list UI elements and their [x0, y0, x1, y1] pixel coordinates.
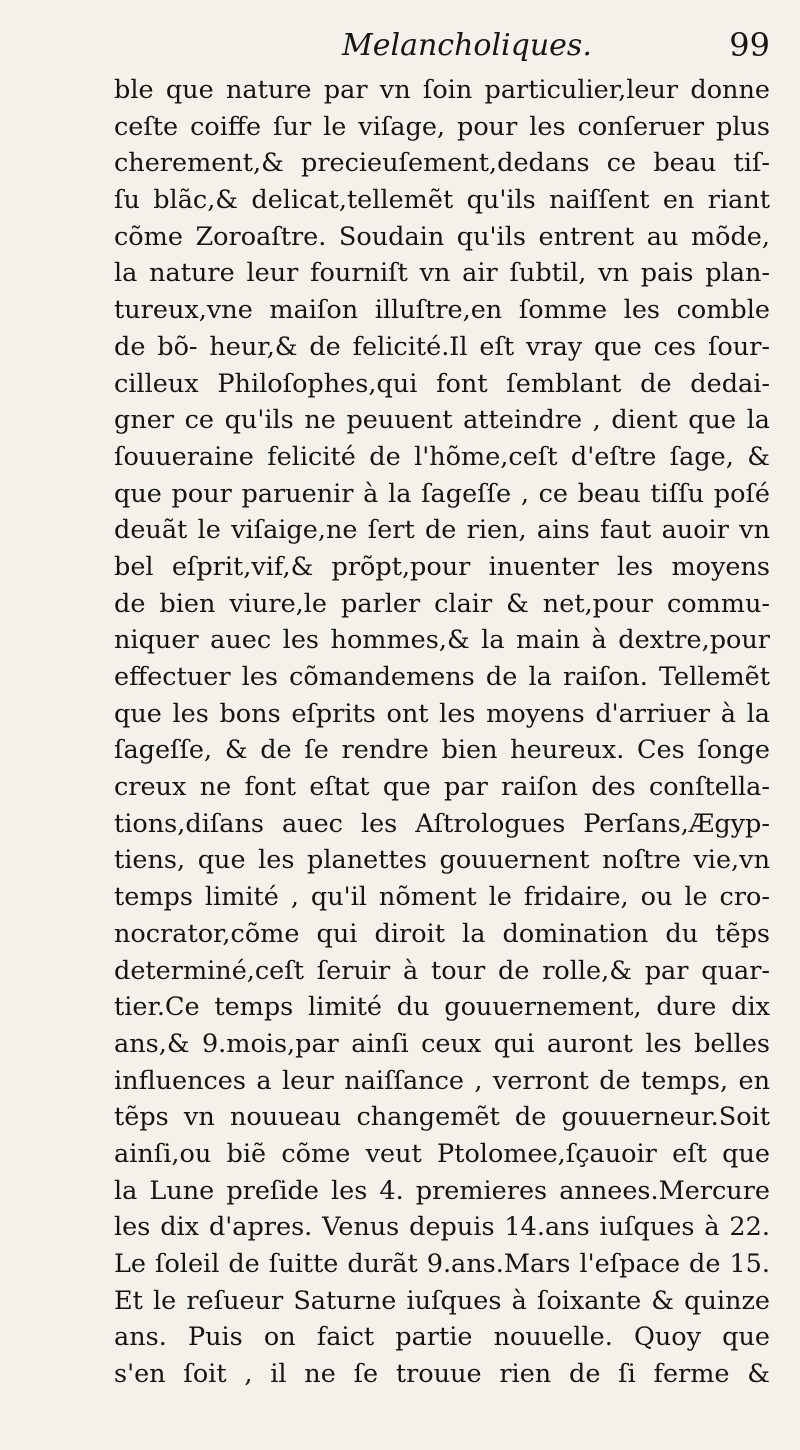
text-line: ans. Puis on faict partie nouuelle. Quoy que [114, 1322, 770, 1353]
text-line: la Lune preſide les 4. premieres annees.Mercure [114, 1175, 770, 1206]
text-line: influences a leur naiſſance , verront de temps, en [114, 1065, 770, 1096]
body-text [114, 72, 770, 1393]
text-line: ans,& 9.mois,par ainſi ceux qui auront les belles [114, 1028, 770, 1059]
text-line: nocrator,cõme qui diroit la domination du tẽps [114, 918, 770, 949]
text-line: Le ſoleil de ſuitte durãt 9.ans.Mars l'eſpace de 15. [114, 1249, 770, 1279]
text-line: determiné,ceſt ſeruir à tour de rolle,& par quar- [114, 955, 770, 986]
text-line: tions,diſans auec les Aſtrologues Perſans,Ægyp- [114, 808, 770, 839]
text-line: tẽps vn nouueau changemẽt de gouuerneur.Soit [114, 1102, 770, 1133]
text-line: tureux,vne maiſon illuſtre,en ſomme les comble [114, 295, 770, 326]
text-line: s'en ſoit , il ne ſe trouue rien de ſi ferme & [114, 1359, 770, 1390]
text-line: de bien viure,le parler clair & net,pour commu- [114, 588, 770, 619]
page-number: 99 [729, 26, 770, 64]
running-title: Melancholiques. [342, 28, 592, 63]
text-line: ainſi,ou biẽ cõme veut Ptolomee,ſçauoir eſt que [114, 1138, 770, 1169]
text-line: de bõ- heur,& de felicité.Il eſt vray que ces ſour- [114, 331, 770, 362]
text-line: bel eſprit,vif,& prõpt,pour inuenter les moyens [114, 551, 770, 582]
text-line: deuãt le viſaige,ne ſert de rien, ains faut auoir vn [114, 515, 770, 546]
text-line: ſu blãc,& delicat,tellemẽt qu'ils naiſſent en riant [114, 185, 770, 216]
text-line: ble que nature par vn ſoin particulier,leur donne [114, 75, 770, 105]
text-line: gner ce qu'ils ne peuuent atteindre , dient que la [114, 405, 770, 436]
text-line: effectuer les cõmandemens de la raiſon. Tellemẽt [114, 662, 770, 692]
text-line: tiens, que les planettes gouuernent noſtre vie,vn [114, 845, 770, 876]
text-line: la nature leur fourniſt vn air ſubtil, vn pais plan- [114, 258, 770, 289]
text-line: niquer auec les hommes,& la main à dextre,pour [114, 625, 770, 656]
text-line: cõme Zoroaſtre. Soudain qu'ils entrent au mõde, [114, 221, 770, 252]
text-line: tier.Ce temps limité du gouuernement, dure dix [114, 992, 770, 1023]
text-line: que pour paruenir à la ſageſſe , ce beau tiſſu poſé [114, 478, 770, 509]
text-line: Et le reſueur Saturne iuſques à ſoixante & quinze [114, 1285, 770, 1316]
text-line: cilleux Philoſophes,qui font ſemblant de dedai- [114, 368, 770, 399]
text-line: que les bons eſprits ont les moyens d'arriuer à la [114, 698, 770, 729]
text-line: ſouueraine felicité de l'hõme,ceſt d'eſtre ſage, & [114, 441, 770, 472]
text-line: les dix d'apres. Venus depuis 14.ans iuſques à 22. [114, 1212, 770, 1243]
running-head [110, 24, 770, 72]
text-line: ſageſſe, & de ſe rendre bien heureux. Ces ſonge [114, 735, 770, 766]
text-line: creux ne font eſtat que par raiſon des conſtella- [114, 772, 770, 803]
text-line: temps limité , qu'il nõment le fridaire, ou le cro- [114, 882, 770, 913]
text-line: ceſte coiffe ſur le viſage, pour les conſeruer plus [114, 111, 770, 142]
text-line: cherement,& precieuſement,dedans ce beau tiſ- [114, 148, 770, 179]
